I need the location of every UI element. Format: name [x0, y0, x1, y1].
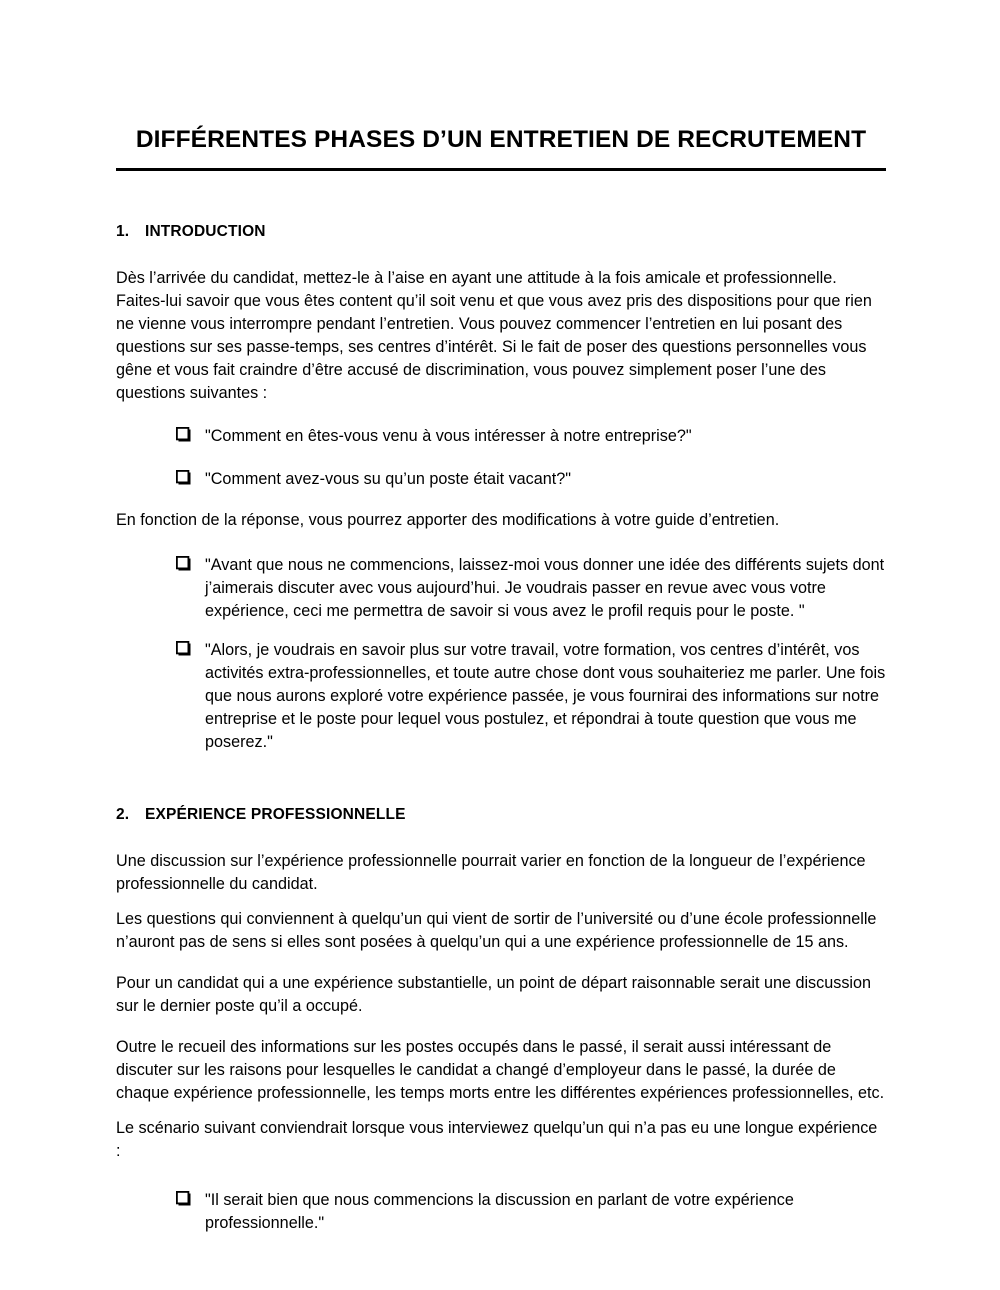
- checkbox-square-icon: [176, 1191, 205, 1206]
- list-item-label: "Alors, je voudrais en savoir plus sur votre travail, votre formation, vos centres d’intérêt, vos activités extra-professionnelles, et toute autre chose dont vous souhaiteriez me parler. Une fois que nous aurons exploré votre expérience passée, je vous fournirai des informations sur notre entreprise et le poste pour lequel vous postulez, et répondrai à toute question que vous me poserez.": [205, 641, 886, 752]
- body-paragraph: Outre le recueil des informations sur les postes occupés dans le passé, il serait aussi intéressant de discuter sur les raisons pour lesquelles le candidat a changé d’employeur dans le passé, la durée de chaque expérience professionnelle, les temps morts entre les différentes expériences professionnelles, etc.: [116, 1038, 885, 1103]
- checkbox-square-icon: [176, 470, 205, 485]
- list-item-label: "Comment en êtes-vous venu à vous intéresser à notre entreprise?": [205, 427, 692, 446]
- section-heading-experience: [116, 806, 886, 824]
- list-item: [116, 1189, 886, 1235]
- document-content: [116, 0, 886, 1235]
- list-item-label: "Avant que nous ne commencions, laissez-moi vous donner une idée des différents sujets dont j’aimerais discuter avec vous aujourd’hui. Je voudrais passer en revue avec vous votre expérience, ceci me permettra de savoir si vous avez le profil requis pour le poste. ": [205, 556, 885, 621]
- section-number: 1.: [116, 223, 130, 241]
- checkbox-square-icon: [176, 427, 205, 442]
- list-item-label: "Comment avez-vous su qu’un poste était vacant?": [205, 470, 572, 489]
- body-paragraph: Pour un candidat qui a une expérience substantielle, un point de départ raisonnable serait une discussion sur le dernier poste qu’il a occupé.: [116, 974, 872, 1016]
- section-title: INTRODUCTION: [145, 223, 266, 241]
- list-item: [116, 468, 886, 491]
- body-paragraph: Le scénario suivant conviendrait lorsque vous interviewez quelqu’un qui n’a pas eu une longue expérience :: [116, 1119, 878, 1161]
- body-paragraph: Les questions qui conviennent à quelqu’un qui vient de sortir de l’université ou d’une école professionnelle n’auront pas de sens si elles sont posées à quelqu’un qui a une expérience professionnelle de 15 ans.: [116, 910, 877, 952]
- section-heading-introduction: [116, 223, 886, 241]
- intro-paragraph: Dès l’arrivée du candidat, mettez-le à l’aise en ayant une attitude à la fois amicale et professionnelle. Faites-lui savoir que vous êtes content qu’il soit venu et que vous avez pris des dispositions pour que rien ne vienne vous interrompre pendant l’entretien. Vous pouvez commencer l’entretien en lui posant des questions sur ses passe-temps, ses centres d’intérêt. Si le fait de poser des questions personnelles vous gêne et vous fait craindre d’être accusé de discrimination, vous pouvez simplement poser l’une des questions suivantes :: [116, 269, 872, 403]
- list-item: [116, 639, 886, 754]
- middle-paragraph: En fonction de la réponse, vous pourrez apporter des modifications à votre guide d’entretien.: [116, 511, 780, 530]
- list-item: [116, 425, 886, 448]
- body-paragraph: Une discussion sur l’expérience professionnelle pourrait varier en fonction de la longueur de l’expérience professionnelle du candidat.: [116, 852, 866, 894]
- list-item-label: "Il serait bien que nous commencions la discussion en parlant de votre expérience professionnelle.": [205, 1191, 794, 1233]
- list-item: [116, 554, 886, 623]
- page-title: DIFFÉRENTES PHASES D’UN ENTRETIEN DE RECRUTEMENT: [135, 126, 867, 153]
- section-number: 2.: [116, 806, 130, 824]
- checkbox-square-icon: [176, 641, 205, 656]
- section-title: EXPÉRIENCE PROFESSIONNELLE: [145, 806, 406, 824]
- checkbox-square-icon: [176, 556, 205, 571]
